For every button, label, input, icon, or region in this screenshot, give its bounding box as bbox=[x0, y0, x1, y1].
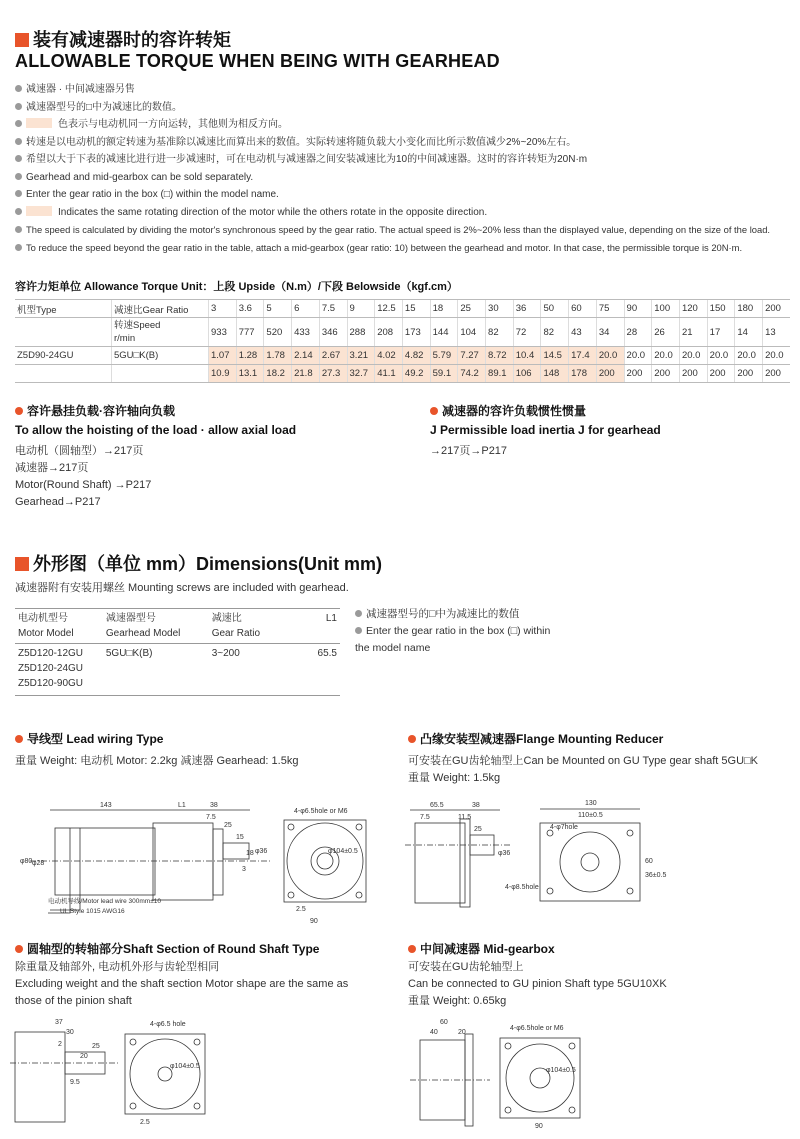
note-item: 色表示与电动机同一方向运转，其他则为相反方向。 bbox=[15, 116, 795, 134]
table-cell: 20.0 bbox=[735, 347, 763, 365]
note-item: The speed is calculated by dividing the motor's synchronous speed by the gear ratio. The actual speed is 2%~20% less than the displayed value, depending on the size of the load. bbox=[15, 221, 795, 239]
table-cell: 26 bbox=[652, 318, 680, 347]
dim-label: 20 bbox=[80, 1053, 88, 1060]
table-cell: 20.0 bbox=[763, 347, 790, 365]
load-left-block bbox=[15, 402, 296, 511]
table-cell: 180 bbox=[735, 300, 763, 318]
table-cell: 20.0 bbox=[652, 347, 680, 365]
table-cell: 20.0 bbox=[596, 347, 624, 365]
load-right-title: 减速器的容许负载惯性惯量 bbox=[430, 402, 661, 419]
section-title-dimensions: 外形图（单位 mm）Dimensions(Unit mm) bbox=[15, 550, 382, 576]
table-cell: 150 bbox=[707, 300, 735, 318]
note-item: 减速器型号的□中为减速比的数值。 bbox=[15, 99, 795, 117]
text-line: 减速器→217页 bbox=[15, 462, 89, 474]
bullet-icon bbox=[430, 407, 438, 415]
table-cell: 89.1 bbox=[486, 365, 514, 383]
dim-label: 36±0.5 bbox=[645, 872, 667, 879]
table-cell: 1.28 bbox=[236, 347, 264, 365]
table-cell: 288 bbox=[347, 318, 375, 347]
mid-gearbox-drawing bbox=[400, 1012, 795, 1132]
dim-label: 2.5 bbox=[296, 906, 306, 913]
table-cell: 1.07 bbox=[209, 347, 237, 365]
dim-label: 30 bbox=[66, 1029, 74, 1036]
section-title-torque-en: ALLOWABLE TORQUE WHEN BEING WITH GEARHEAD bbox=[15, 51, 500, 71]
flange-drawing bbox=[400, 795, 795, 925]
table-cell: 20.0 bbox=[679, 347, 707, 365]
dim-label: φ104±0.5 bbox=[546, 1067, 576, 1074]
torque-table-caption: 容许力矩单位 Allowance Torque Unit：上段 Upside（N.m）/下段 Belowside（kgf.cm） bbox=[15, 281, 458, 293]
table-cell: 27.3 bbox=[319, 365, 347, 383]
table-cell: 3 bbox=[209, 300, 237, 318]
table-cell: 3.6 bbox=[236, 300, 264, 318]
dim-label: 60 bbox=[645, 858, 653, 865]
table-cell: 200 bbox=[735, 365, 763, 383]
dim-label: 20 bbox=[458, 1029, 466, 1036]
dimension-side-notes: 减速器型号的□中为减速比的数值 Enter the gear ratio in the box (□) within the model name bbox=[355, 608, 551, 654]
bullet-icon bbox=[355, 610, 362, 617]
table-cell: 8.72 bbox=[486, 347, 514, 365]
table-cell: 208 bbox=[375, 318, 403, 347]
table-cell: 9 bbox=[347, 300, 375, 318]
note-item: Gearhead and mid-gearbox can be sold separately. bbox=[15, 169, 795, 187]
section-title-torque: 装有减速器时的容许转矩 bbox=[15, 26, 231, 52]
dim-label: L1 bbox=[178, 802, 186, 809]
model-header: 机型Type bbox=[15, 300, 112, 318]
table-cell: 90 bbox=[624, 300, 652, 318]
dim-label: φ28 bbox=[32, 860, 45, 867]
load-left-lines bbox=[15, 443, 296, 511]
dim-label: 9.5 bbox=[70, 1079, 80, 1086]
table-cell: 10.9 bbox=[209, 365, 237, 383]
ratio-header: 减速比Gear Ratio bbox=[112, 300, 209, 318]
bullet-icon bbox=[15, 190, 22, 197]
mid-front bbox=[500, 1038, 580, 1118]
bullet-icon bbox=[408, 735, 416, 743]
note-item: 转速是以电动机的额定转速为基准除以减速比而算出来的数值。实际转速将随负载大小变化而比所示数值减少2%~20%左右。 bbox=[15, 134, 795, 152]
torque-notes bbox=[15, 81, 795, 256]
table-cell: 7.27 bbox=[458, 347, 486, 365]
color-swatch bbox=[26, 206, 52, 216]
speed-header: 转速Speed r/min bbox=[112, 318, 209, 347]
flange-type-block: 凸缘安装型减速器Flange Mounting Reducer 可安装在GU齿轮轴型上Can be Mounted on GU Type gear shaft 5GU□K 重量 Weight: 1.5kg bbox=[408, 732, 759, 784]
table-cell: 20.0 bbox=[624, 347, 652, 365]
dim-label: 38 bbox=[472, 802, 480, 809]
flange-front bbox=[540, 823, 640, 901]
table-cell: 2.67 bbox=[319, 347, 347, 365]
table-cell: 49.2 bbox=[402, 365, 430, 383]
dim-label: 110±0.5 bbox=[578, 812, 603, 819]
bullet-icon bbox=[15, 85, 22, 92]
flange-body bbox=[415, 823, 465, 903]
table-cell: 28 bbox=[624, 318, 652, 347]
table-row: Z5D120-12GU Z5D120-24GU Z5D120-90GU 5GU□K(B) 3~200 65.5 bbox=[18, 648, 337, 689]
bullet-icon bbox=[15, 208, 22, 215]
text-line: Motor(Round Shaft) →P217 bbox=[15, 479, 152, 491]
model-cell: Z5D90-24GU bbox=[15, 347, 112, 365]
table-cell: 1.78 bbox=[264, 347, 292, 365]
load-right-block bbox=[430, 402, 661, 460]
table-cell: 82 bbox=[486, 318, 514, 347]
table-cell: 43 bbox=[569, 318, 597, 347]
bullet-icon bbox=[15, 407, 23, 415]
text-line: Gearhead→P217 bbox=[15, 496, 101, 508]
table-cell: 104 bbox=[458, 318, 486, 347]
dim-label: 11.5 bbox=[458, 814, 472, 821]
table-cell: 200 bbox=[707, 365, 735, 383]
table-cell: 21.8 bbox=[292, 365, 320, 383]
load-right-lines bbox=[430, 443, 661, 460]
dim-label: 65.5 bbox=[430, 802, 444, 809]
table-cell: 82 bbox=[541, 318, 569, 347]
front-view-square bbox=[284, 820, 366, 902]
table-cell: 17.4 bbox=[569, 347, 597, 365]
table-cell: 74.2 bbox=[458, 365, 486, 383]
table-cell: 13 bbox=[763, 318, 790, 347]
table-cell: 50 bbox=[541, 300, 569, 318]
dimension-table bbox=[15, 608, 340, 696]
table-cell: 5.79 bbox=[430, 347, 458, 365]
dim-label: 60 bbox=[440, 1019, 448, 1026]
note-item: To reduce the speed beyond the gear ratio in the table, attach a mid-gearbox (gear ratio: 10) between the gearhead and motor. In that case, the permissible torque is 20N·m. bbox=[15, 239, 795, 257]
dim-label: 7.5 bbox=[206, 814, 216, 821]
section-marker bbox=[15, 557, 29, 571]
screws-note: 减速器附有安装用螺丝 Mounting screws are included with gearhead. bbox=[15, 582, 349, 594]
table-cell: 200 bbox=[679, 365, 707, 383]
note-item: Indicates the same rotating direction of the motor while the others rotate in the opposite direction. bbox=[15, 204, 795, 222]
load-left-title-en: To allow the hoisting of the load · allow axial load bbox=[15, 423, 297, 437]
section-marker bbox=[15, 33, 29, 47]
note-item: 希望以大于下表的减速比进行进一步减速时，可在电动机与减速器之间安装减速比为10的中间减速器。这时的容许转矩为20N·m bbox=[15, 151, 795, 169]
table-cell: 12.5 bbox=[375, 300, 403, 318]
bullet-icon bbox=[408, 945, 416, 953]
table-cell: 75 bbox=[596, 300, 624, 318]
table-cell: 20.0 bbox=[707, 347, 735, 365]
dim-label: 40 bbox=[430, 1029, 438, 1036]
table-cell: 100 bbox=[652, 300, 680, 318]
text-line: 电动机（圆轴型）→217页 bbox=[15, 445, 144, 457]
table-cell: 5 bbox=[264, 300, 292, 318]
table-cell: 59.1 bbox=[430, 365, 458, 383]
bullet-icon bbox=[15, 103, 22, 110]
table-cell: 120 bbox=[679, 300, 707, 318]
dim-label: φ104±0.5 bbox=[328, 848, 358, 855]
table-cell: 200 bbox=[596, 365, 624, 383]
table-cell: 18.2 bbox=[264, 365, 292, 383]
table-cell: 200 bbox=[763, 365, 790, 383]
bullet-icon bbox=[15, 173, 22, 180]
table-cell: 3.21 bbox=[347, 347, 375, 365]
bullet-icon bbox=[355, 627, 362, 634]
dim-label: φ104±0.5 bbox=[170, 1063, 200, 1070]
dim-label: 3 bbox=[242, 866, 246, 873]
dim-label: 25 bbox=[92, 1043, 100, 1050]
bullet-icon bbox=[15, 226, 22, 233]
table-cell: 36 bbox=[513, 300, 541, 318]
dim-label: 90 bbox=[535, 1123, 543, 1130]
bullet-icon bbox=[15, 945, 23, 953]
table-cell: 34 bbox=[596, 318, 624, 347]
dim-label: 90 bbox=[310, 918, 318, 925]
bullet-icon bbox=[15, 120, 22, 127]
load-left-title: 容许悬挂负载·容许轴向负载 bbox=[15, 402, 296, 419]
table-cell: 25 bbox=[458, 300, 486, 318]
dim-label: 37 bbox=[55, 1019, 63, 1026]
gearhead-body bbox=[153, 823, 213, 900]
table-cell: 17 bbox=[707, 318, 735, 347]
bullet-icon bbox=[15, 244, 22, 251]
dim-label: 4-φ6.5hole or M6 bbox=[510, 1025, 564, 1032]
table-cell: 60 bbox=[569, 300, 597, 318]
table-cell: 14 bbox=[735, 318, 763, 347]
dim-label: 4-φ7hole bbox=[550, 824, 578, 831]
table-cell: 433 bbox=[292, 318, 320, 347]
dim-label: 25 bbox=[474, 826, 482, 833]
front-view-circle bbox=[287, 823, 363, 899]
note-item: 减速器 · 中间减速器另售 bbox=[15, 81, 795, 99]
lead-type-block: 导线型 Lead wiring Type 重量 Weight: 电动机 Motor: 2.2kg 减速器 Gearhead: 1.5kg bbox=[15, 732, 299, 767]
dim-label: 4-φ8.5hole bbox=[505, 884, 539, 891]
table-cell: 4.02 bbox=[375, 347, 403, 365]
table-cell: 72 bbox=[513, 318, 541, 347]
dim-label: 电动机导线/Motor lead wire 300mm±10 bbox=[48, 898, 162, 905]
table-cell: 106 bbox=[513, 365, 541, 383]
dim-label: 4-φ6.5hole or M6 bbox=[294, 808, 348, 815]
table-cell: 30 bbox=[486, 300, 514, 318]
table-cell: 200 bbox=[624, 365, 652, 383]
table-cell: 2.14 bbox=[292, 347, 320, 365]
text-line: →217页→P217 bbox=[430, 445, 508, 457]
table-cell: 6 bbox=[292, 300, 320, 318]
color-swatch bbox=[26, 118, 52, 128]
note-item: Enter the gear ratio in the box (□) within the model name. bbox=[15, 186, 795, 204]
table-cell: 7.5 bbox=[319, 300, 347, 318]
table-cell: 346 bbox=[319, 318, 347, 347]
dim-label: 7.5 bbox=[420, 814, 430, 821]
table-cell: 41.1 bbox=[375, 365, 403, 383]
dim-label: 38 bbox=[210, 802, 218, 809]
table-cell: 520 bbox=[264, 318, 292, 347]
round-shaft-block: 圆轴型的转轴部分Shaft Section of Round Shaft Type 除重量及轴部外, 电动机外形与齿轮型相同 Excluding weight and the shaft section Motor shape are the same as those of the pinion shaft bbox=[15, 942, 349, 1007]
table-cell: 148 bbox=[541, 365, 569, 383]
torque-table bbox=[15, 299, 790, 383]
dim-label: φ36 bbox=[498, 850, 511, 857]
mid-gearbox-block: 中间减速器 Mid-gearbox 可安装在GU齿轮轴型上 Can be connected to GU pinion Shaft type 5GU10XK 重量 Weight: 0.65kg bbox=[408, 942, 667, 1007]
table-cell: 173 bbox=[402, 318, 430, 347]
dim-label: φ80 bbox=[20, 858, 33, 865]
bullet-icon bbox=[15, 155, 22, 162]
table-cell: 14.5 bbox=[541, 347, 569, 365]
dim-label: 25 bbox=[224, 822, 232, 829]
round-front bbox=[125, 1034, 205, 1114]
table-cell: 178 bbox=[569, 365, 597, 383]
table-cell: 21 bbox=[679, 318, 707, 347]
table-cell: 15 bbox=[402, 300, 430, 318]
gearhead-cell: 5GU□K(B) bbox=[112, 347, 209, 365]
dim-label: UL Style 1015 AWG16 bbox=[60, 908, 125, 915]
table-cell: 777 bbox=[236, 318, 264, 347]
table-cell: 13.1 bbox=[236, 365, 264, 383]
dim-label: φ36 bbox=[255, 848, 268, 855]
table-cell: 200 bbox=[652, 365, 680, 383]
table-cell: 933 bbox=[209, 318, 237, 347]
table-row bbox=[15, 347, 790, 365]
table-cell: 144 bbox=[430, 318, 458, 347]
dim-label: 143 bbox=[100, 802, 112, 809]
lead-wiring-drawing bbox=[10, 795, 400, 930]
table-row bbox=[15, 365, 790, 383]
table-row bbox=[15, 318, 790, 347]
table-cell: 32.7 bbox=[347, 365, 375, 383]
table-cell: 4.82 bbox=[402, 347, 430, 365]
load-right-title-en: J Permissible load inertia J for gearhead bbox=[430, 423, 661, 437]
bullet-icon bbox=[15, 735, 23, 743]
table-cell: 200 bbox=[763, 300, 790, 318]
table-row: 电动机型号 Motor Model 减速器型号 Gearhead Model 减速比 Gear Ratio L1 bbox=[15, 609, 340, 644]
dim-label: 4-φ6.5 hole bbox=[150, 1021, 186, 1028]
bullet-icon bbox=[15, 138, 22, 145]
dim-label: 130 bbox=[585, 800, 597, 807]
dim-label: 18 bbox=[246, 850, 254, 857]
table-cell: 18 bbox=[430, 300, 458, 318]
dim-label: 2 bbox=[58, 1041, 62, 1048]
table-row bbox=[15, 300, 790, 318]
round-shaft-drawing bbox=[10, 1012, 400, 1132]
dim-label: 2.5 bbox=[140, 1119, 150, 1126]
dim-label: 15 bbox=[236, 834, 244, 841]
table-cell: 10.4 bbox=[513, 347, 541, 365]
